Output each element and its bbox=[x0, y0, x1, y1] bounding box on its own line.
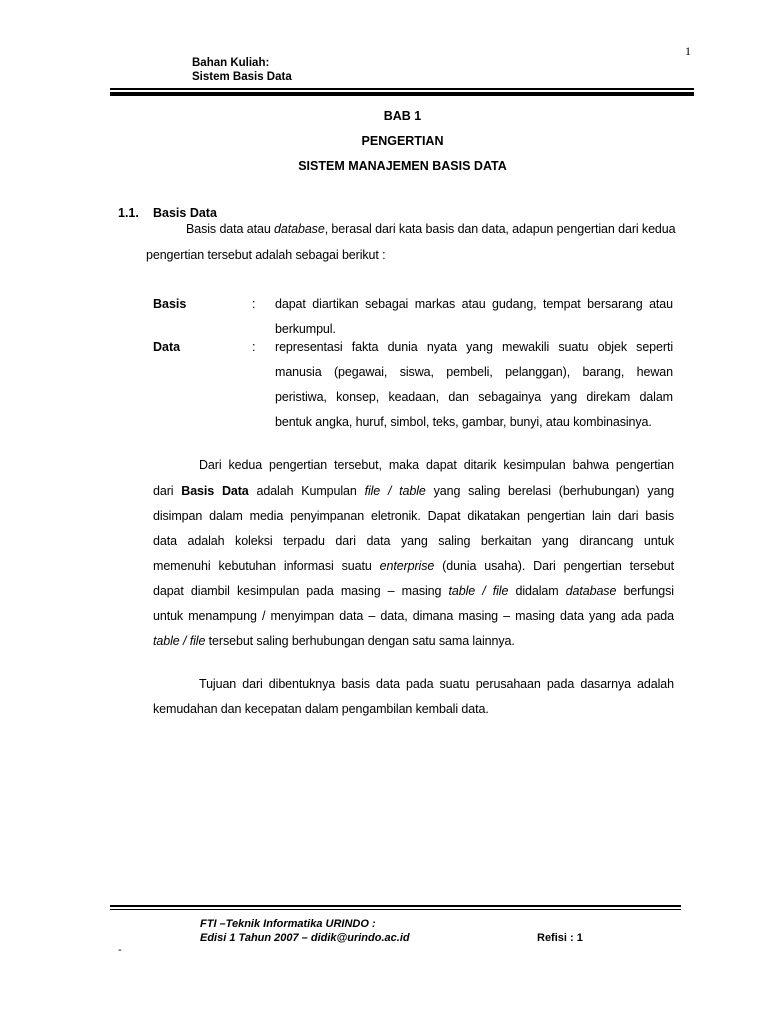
header-rule-thick bbox=[110, 92, 694, 96]
paragraph-line: kemudahan dan kecepatan dalam pengambilan kembali data. bbox=[153, 702, 489, 716]
header-course-label: Bahan Kuliah: bbox=[192, 57, 270, 69]
footer-revision: Refisi : 1 bbox=[537, 932, 583, 944]
paragraph-line: dapat diambil kesimpulan pada masing – masing table / file didalam database berfungsi bbox=[153, 584, 674, 598]
definition-term-data: Data bbox=[153, 340, 181, 354]
paragraph-line: Dari kedua pengertian tersebut, maka dapat ditarik kesimpulan bahwa pengertian bbox=[199, 458, 674, 472]
paragraph-line: memenuhi kebutuhan informasi suatu enterprise (dunia usaha). Dari pengertian tersebut bbox=[153, 559, 674, 573]
definition-data-line: peristiwa, konsep, keadaan, dan sebagainya yang direkam dalam bbox=[275, 390, 673, 404]
paragraph-line: disimpan dalam media penyimpanan eletronik. Dapat dikatakan pengertian lain dari basis bbox=[153, 509, 674, 523]
paragraph-line: dari Basis Data adalah Kumpulan file / table yang saling berelasi (berhubungan) yang bbox=[153, 484, 675, 498]
footer-rule-thin bbox=[110, 909, 681, 910]
chapter-subtitle: PENGERTIAN bbox=[361, 134, 444, 148]
paragraph-line: table / file tersebut saling berhubungan dengan satu sama lainnya. bbox=[153, 634, 515, 648]
definition-basis-line: dapat diartikan sebagai markas atau gudang, tempat bersarang atau bbox=[275, 297, 673, 311]
paragraph-line: untuk menampung / menyimpan data – data, dimana masing – masing data yang ada pada bbox=[153, 609, 674, 623]
footer-edition: Edisi 1 Tahun 2007 – didik@urindo.ac.id bbox=[200, 932, 410, 944]
footer-mark: - bbox=[118, 944, 122, 956]
chapter-title: BAB 1 bbox=[383, 109, 422, 123]
footer-rule-thick bbox=[110, 905, 681, 907]
definition-data-line: manusia (pegawai, siswa, pembeli, pelanggan), barang, hewan bbox=[275, 365, 673, 379]
paragraph-line: Tujuan dari dibentuknya basis data pada suatu perusahaan pada dasarnya adalah bbox=[199, 677, 674, 691]
paragraph-line: data adalah koleksi terpadu dari data yang saling berkaitan yang dirancang untuk bbox=[153, 534, 674, 548]
header-rule-thin bbox=[110, 88, 694, 90]
definition-data-line: representasi fakta dunia nyata yang mewakili suatu objek seperti bbox=[275, 340, 673, 354]
footer-institution: FTI –Teknik Informatika URINDO : bbox=[200, 918, 376, 930]
header-course-name: Sistem Basis Data bbox=[192, 71, 292, 83]
section-title: Basis Data bbox=[153, 206, 217, 220]
definition-basis-line: berkumpul. bbox=[275, 322, 336, 336]
definition-data-line: bentuk angka, huruf, simbol, teks, gambar, bunyi, atau kombinasinya. bbox=[275, 415, 652, 429]
definition-colon: : bbox=[252, 297, 256, 311]
definition-term-basis: Basis bbox=[153, 297, 187, 311]
page-number: 1 bbox=[685, 44, 691, 58]
definition-colon: : bbox=[252, 340, 256, 354]
intro-line-1: Basis data atau database, berasal dari kata basis dan data, adapun pengertian dari kedua bbox=[186, 222, 676, 236]
intro-line-2: pengertian tersebut adalah sebagai berikut : bbox=[146, 248, 386, 262]
chapter-main-title: SISTEM MANAJEMEN BASIS DATA bbox=[298, 159, 507, 173]
section-number: 1.1. bbox=[118, 206, 139, 220]
